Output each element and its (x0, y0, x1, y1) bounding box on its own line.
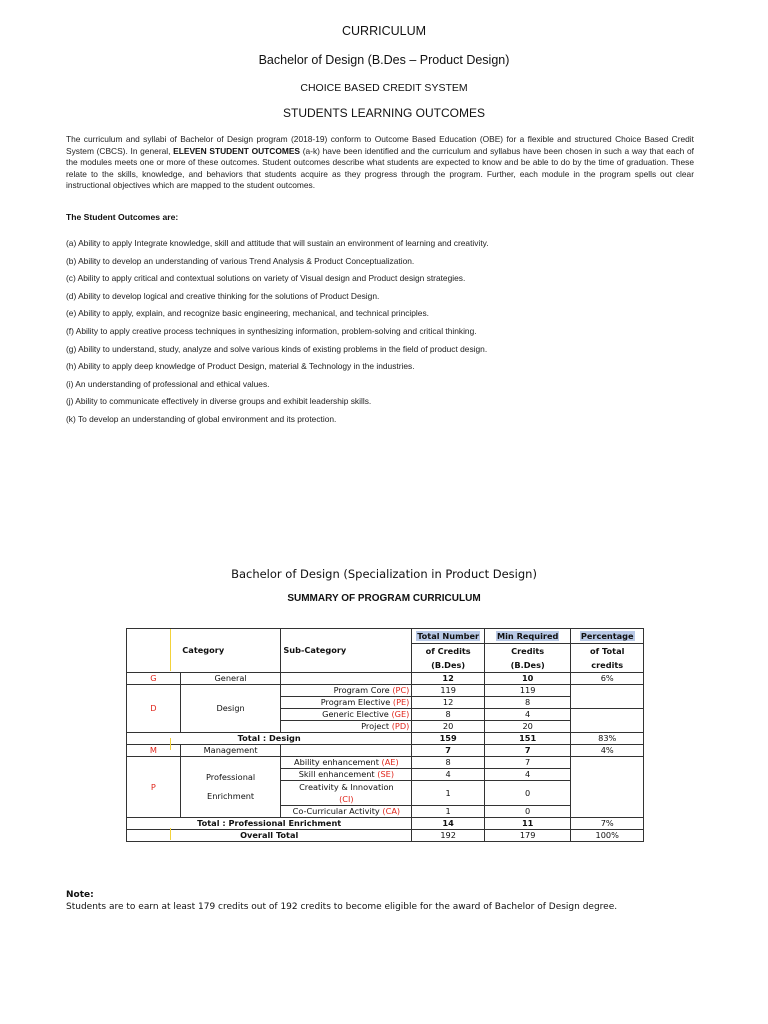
total-credits: 12 (412, 673, 485, 685)
table-row (127, 757, 644, 769)
percentage: 4% (571, 745, 644, 757)
outcome-item: (j) Ability to communicate effectively in diverse groups and exhibit leadership skills. (66, 396, 372, 407)
header-pct-unit: credits (571, 658, 644, 673)
outcomes-label: The Student Outcomes are: (66, 212, 179, 222)
min-credits: 0 (484, 781, 571, 806)
intro-bold: ELEVEN STUDENT OUTCOMES (173, 145, 301, 156)
category-name: Management (180, 745, 281, 757)
total-credits: 8 (412, 709, 485, 721)
category-name: Design (180, 685, 281, 733)
category-letter: P (127, 757, 181, 818)
credit-system-title: CHOICE BASED CREDIT SYSTEM (300, 82, 468, 94)
min-credits: 7 (484, 757, 571, 769)
subcategory-name: Program Elective (PE) (281, 697, 412, 709)
total-credits: 119 (412, 685, 485, 697)
total-credits: 14 (412, 818, 485, 830)
min-credits: 0 (484, 806, 571, 818)
design-total-label: Total : Design (127, 733, 412, 745)
header-category: Category (180, 629, 281, 673)
header-subcategory: Sub-Category (281, 629, 412, 673)
summary-table (126, 628, 644, 842)
subcategory-name: Project (PD) (281, 721, 412, 733)
percentage (571, 685, 644, 709)
category-name: General (180, 673, 281, 685)
outcome-item: (a) Ability to apply Integrate knowledge, skill and attitude that will sustain an environment of learning and creativity. (66, 238, 489, 248)
percentage: 100% (571, 830, 644, 842)
outcomes-title: STUDENTS LEARNING OUTCOMES (282, 106, 486, 120)
intro-text-2: (a-k) have been identified and the curriculum and syllabus have been chosen in such a way that each of the modules meets one or more of these outcomes. Student outcomes describe what students are expected to know and be able to do by the time of graduation. These relate to the skills, knowledge, and behaviors that students acquire as they progress through the program. Further, each module in the program spells out clear instructional objectives which are mapped to the student outcomes. (66, 145, 694, 191)
outcome-item: (b) Ability to develop an understanding of various Trend Analysis & Product Conceptualization. (66, 255, 415, 266)
note-label: Note: (66, 890, 94, 900)
note-text: Students are to earn at least 179 credits out of 192 credits to become eligible for the award of Bachelor of Design degree. (66, 902, 618, 912)
table-row (127, 673, 644, 685)
summary-title: Bachelor of Design (Specialization in Product Design) (231, 567, 537, 581)
total-credits: 4 (412, 769, 485, 781)
outcome-item: (e) Ability to apply, explain, and recognize basic engineering, mechanical, and technical principles. (66, 308, 429, 319)
table-header-row (127, 629, 644, 644)
min-credits: 7 (484, 745, 571, 757)
total-credits: 1 (412, 781, 485, 806)
subcategory-name: Generic Elective (GE) (281, 709, 412, 721)
intro-paragraph (66, 134, 694, 192)
document-title: CURRICULUM (341, 24, 427, 38)
total-credits: 159 (412, 733, 485, 745)
min-credits: 119 (484, 685, 571, 697)
category-letter: D (127, 685, 181, 733)
table-row (127, 818, 644, 830)
table-row (127, 745, 644, 757)
min-credits: 8 (484, 697, 571, 709)
table-row (127, 830, 644, 842)
professional-total-label: Total : Professional Enrichment (127, 818, 412, 830)
min-credits: 179 (484, 830, 571, 842)
degree-title: Bachelor of Design (B.Des – Product Design) (258, 53, 510, 67)
subcategory-name: Skill enhancement (SE) (281, 769, 412, 781)
total-credits: 192 (412, 830, 485, 842)
summary-subtitle: SUMMARY OF PROGRAM CURRICULUM (287, 593, 481, 604)
subcategory-name (281, 673, 412, 685)
header-blank (127, 629, 181, 673)
subcategory-name: Ability enhancement (AE) (281, 757, 412, 769)
header-total-top: Total Number (412, 629, 485, 644)
outcome-item: (g) Ability to understand, study, analyze and solve various kinds of existing problems in the field of product design. (66, 343, 488, 354)
intro-text-1: The curriculum and syllabi of Bachelor of Design program (2018-19) conform to Outcome Based Education (OBE) for a flexible and structured Choice Based Credit System (CBCS). In general, (66, 134, 694, 156)
category-letter: G (127, 673, 181, 685)
min-credits: 4 (484, 769, 571, 781)
min-credits: 20 (484, 721, 571, 733)
min-credits: 11 (484, 818, 571, 830)
outcome-item: (k) To develop an understanding of global environment and its protection. (66, 413, 337, 424)
outcome-item: (d) Ability to develop logical and creative thinking for the solutions of Product Design. (66, 290, 380, 301)
percentage: 7% (571, 818, 644, 830)
min-credits: 10 (484, 673, 571, 685)
outcomes-list (66, 236, 706, 430)
percentage: 83% (571, 733, 644, 745)
header-min-bottom: Credits (484, 644, 571, 659)
table-row (127, 733, 644, 745)
outcome-item: (i) An understanding of professional and ethical values. (66, 378, 270, 389)
total-credits: 20 (412, 721, 485, 733)
header-total-unit: (B.Des) (412, 658, 485, 673)
percentage: 6% (571, 673, 644, 685)
subcategory-name: Co-Curricular Activity (CA) (281, 806, 412, 818)
outcome-item: (h) Ability to apply deep knowledge of Product Design, material & Technology in the industries. (66, 361, 415, 372)
header-min-top: Min Required (484, 629, 571, 644)
percentage (571, 709, 644, 733)
total-credits: 8 (412, 757, 485, 769)
subcategory-name: Program Core (PC) (281, 685, 412, 697)
yellow-marker (170, 629, 171, 671)
outcome-item: (f) Ability to apply creative process techniques in synthesizing information, problem-solving and critical thinking. (66, 325, 477, 336)
category-letter: M (127, 745, 181, 757)
min-credits: 151 (484, 733, 571, 745)
overall-total-label: Overall Total (127, 830, 412, 842)
header-pct-top: Percentage (571, 629, 644, 644)
yellow-marker (170, 738, 171, 750)
header-min-unit: (B.Des) (484, 658, 571, 673)
subcategory-name: Creativity & Innovation (CI) (281, 781, 412, 806)
percentage (571, 757, 644, 818)
category-name: Professional Enrichment (180, 757, 281, 818)
outcome-item: (c) Ability to apply critical and contextual solutions on variety of Visual design and Product design strategies. (66, 273, 466, 284)
table-row (127, 685, 644, 697)
header-pct-bottom: of Total (571, 644, 644, 659)
total-credits: 1 (412, 806, 485, 818)
subcategory-name (281, 745, 412, 757)
header-total-bottom: of Credits (412, 644, 485, 659)
total-credits: 7 (412, 745, 485, 757)
min-credits: 4 (484, 709, 571, 721)
total-credits: 12 (412, 697, 485, 709)
yellow-marker (170, 828, 171, 840)
